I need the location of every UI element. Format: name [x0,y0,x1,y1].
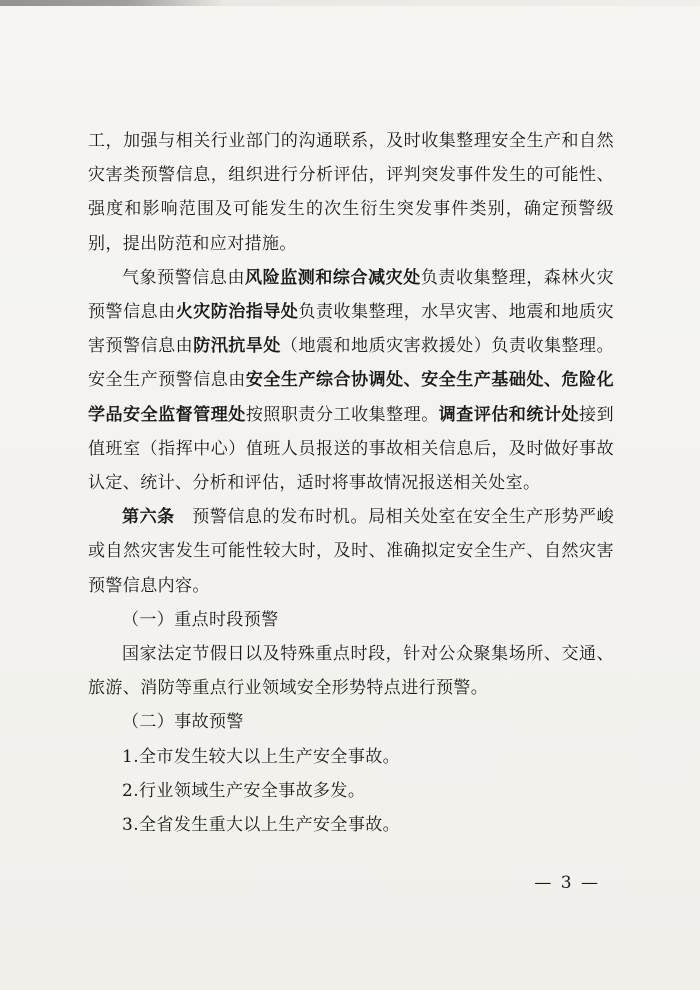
scan-edge-artifact [0,0,700,6]
paragraph [88,261,614,500]
paragraph [88,124,614,261]
text-run: 按照职责分工收集整理。 [245,404,439,425]
bold-text-run: 风险监测和综合减灾处 [245,267,421,288]
bold-text-run: 防汛抗旱处 [193,336,281,357]
document-body [88,124,614,842]
page-number: — 3 — [534,873,600,893]
paragraph [88,808,614,842]
paragraph [88,603,614,637]
text-run: （二）事故预警 [122,712,244,733]
text-run: 1.全市发生较大以上生产安全事故。 [122,746,401,767]
paragraph [88,637,614,705]
paragraph [88,705,614,739]
paragraph [88,500,614,603]
text-run: 2.行业领域生产安全事故多发。 [122,780,366,801]
bold-text-run: 调查评估和统计处 [438,404,580,425]
text-run: 气象预警信息由 [122,267,246,288]
text-run: 预警信息的发布时机。局相关处室在安全生产形势严峻或自然灾害发生可能性较大时，及时、准确拟定安全生产、自然灾害预警信息内容。 [88,507,614,596]
bold-text-run: 火灾防治指导处 [175,302,299,323]
paragraph [88,740,614,774]
bold-text-run: 安全生产综合协调处、安全生产基础处、危险化学品安全监督管理处 [88,370,614,425]
text-run: 工，加强与相关行业部门的沟通联系，及时收集整理安全生产和自然灾害类预警信息，组织进行分析评估，评判突发事件发生的可能性、强度和影响范围及可能发生的次生衍生突发事件类别，确定预警级别，提出防范和应对措施。 [88,131,614,254]
text-run: 国家法定节假日以及特殊重点时段，针对公众聚集场所、交通、旅游、消防等重点行业领域安全形势特点进行预警。 [88,644,614,699]
paragraph [88,774,614,808]
text-run: （一）重点时段预警 [122,609,279,630]
text-run: 负责收集整理，森林火灾预警信息由 [88,267,614,323]
text-run: 3.全省发生重大以上生产安全事故。 [122,815,401,836]
text-run: 负责收集整理，水旱灾害、地震和地质灾害预警信息由 [88,302,614,357]
text-run: 接到值班室（指挥中心）值班人员报送的事故相关信息后，及时做好事故认定、统计、分析和评估，适时将事故情况报送相关处室。 [88,404,614,494]
bold-text-run: 第六条 [122,507,175,528]
text-run: （地震和地质灾害救援处）负责收集整理。安全生产预警信息由 [88,336,614,391]
